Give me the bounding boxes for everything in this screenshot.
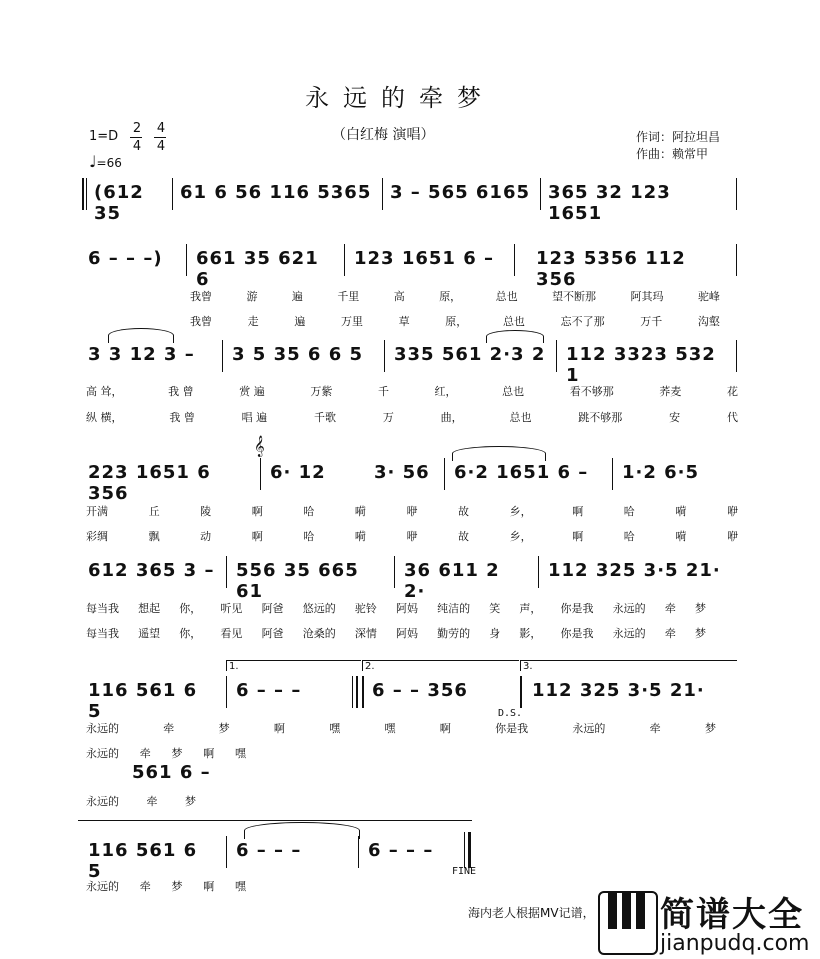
lyric-syllable: 乡， bbox=[509, 505, 532, 518]
lyric-syllable: 动 bbox=[200, 530, 212, 543]
repeat-start-thin-barline bbox=[86, 178, 87, 210]
quarter-note-icon: ♩ bbox=[89, 152, 97, 171]
lyric-syllable: 啊 bbox=[203, 747, 215, 760]
lyric-syllable: 咿 bbox=[406, 530, 418, 543]
lyric-syllable: 永远的 bbox=[612, 627, 646, 640]
measure-notes: 3 3 12 3 – bbox=[88, 344, 195, 365]
barline bbox=[222, 340, 223, 372]
lyric-syllable: 我 曾 bbox=[168, 385, 194, 398]
measure bbox=[348, 248, 508, 282]
measure-notes: 612 365 3 – bbox=[88, 560, 215, 581]
lyric-syllable: 千里 bbox=[337, 290, 360, 303]
measure-notes: 556 35 665 61 bbox=[236, 560, 359, 602]
time-signature-line-a bbox=[130, 137, 142, 138]
singer-credit: （白红梅 演唱） bbox=[332, 127, 435, 143]
measure-notes: 116 561 6 5 bbox=[88, 680, 198, 722]
lyric-syllable: 丘 bbox=[148, 505, 160, 518]
volta-1: 1. bbox=[226, 660, 361, 671]
lyric-syllable: 嗬 bbox=[354, 505, 366, 518]
lyric-syllable: 总也 bbox=[495, 290, 518, 303]
measure bbox=[230, 680, 346, 714]
measure bbox=[616, 462, 732, 496]
measure-notes: 112 3323 532 1 bbox=[566, 344, 716, 386]
lyric-syllable: 梦 bbox=[171, 747, 183, 760]
barline bbox=[394, 556, 395, 588]
measure bbox=[264, 462, 354, 496]
measure bbox=[448, 462, 604, 496]
lyric-syllable: 开满 bbox=[86, 505, 108, 518]
lyric-syllable: 永远的 bbox=[86, 880, 119, 893]
lyric-syllable: 深情 bbox=[354, 627, 377, 640]
final-thick-barline bbox=[468, 832, 471, 868]
lyric-syllable: 牵 bbox=[649, 722, 661, 735]
measure bbox=[384, 182, 536, 216]
lyric-syllable: 千 bbox=[377, 385, 389, 398]
volta-2: 2. bbox=[362, 660, 519, 671]
lyric-line-verse-2 bbox=[86, 528, 738, 544]
barline bbox=[226, 676, 227, 708]
lyric-syllable: 牵 bbox=[664, 602, 676, 615]
lyric-syllable: 跳不够那 bbox=[578, 411, 623, 424]
lyric-syllable: 遥望 bbox=[138, 627, 161, 640]
lyric-line-verse-1 bbox=[86, 878, 246, 894]
measure bbox=[82, 344, 212, 378]
lyric-syllable: 咿 bbox=[406, 505, 418, 518]
lyric-syllable: 啊 bbox=[273, 722, 285, 735]
lyric-syllable: 望不断那 bbox=[552, 290, 597, 303]
slur bbox=[108, 328, 174, 343]
lyric-syllable: 我曾 bbox=[190, 315, 212, 328]
lyric-syllable: 嘿 bbox=[329, 722, 341, 735]
barline bbox=[260, 458, 261, 490]
measure-notes: 661 35 621 6 bbox=[196, 248, 319, 290]
measure-notes: 1·2 6·5 bbox=[622, 462, 700, 483]
measure bbox=[230, 840, 354, 874]
time-signature-denominator-b: 4 bbox=[156, 139, 166, 154]
lyric-syllable: 梦 bbox=[694, 627, 706, 640]
lyric-syllable: 啊 bbox=[251, 505, 263, 518]
measure bbox=[82, 680, 222, 722]
measure bbox=[88, 182, 170, 224]
repeat-start-barline bbox=[82, 178, 84, 210]
lyric-syllable: 飘 bbox=[148, 530, 160, 543]
lyric-syllable: 影， bbox=[519, 627, 542, 640]
lyric-syllable: 每当我 bbox=[86, 627, 119, 640]
measure bbox=[230, 560, 390, 602]
lyric-syllable: 纵 横， bbox=[86, 411, 123, 424]
lyric-line-verse-2 bbox=[86, 745, 246, 761]
slur bbox=[486, 330, 544, 343]
lyric-syllable: 嘿 bbox=[235, 747, 246, 760]
lyric-line-verse-2 bbox=[86, 409, 738, 425]
measure bbox=[368, 462, 440, 496]
lyric-syllable: 总也 bbox=[502, 385, 525, 398]
volta-3: 3. bbox=[520, 660, 737, 671]
measure-notes: 6 – – –) bbox=[88, 248, 163, 269]
lyric-syllable: 纯洁的 bbox=[437, 602, 471, 615]
lyric-syllable: 安 bbox=[669, 411, 681, 424]
lyric-line-verse-2 bbox=[86, 625, 706, 641]
lyric-syllable: 永远的 bbox=[612, 602, 646, 615]
tie bbox=[244, 822, 360, 839]
measure-notes: 6 – – 356 bbox=[372, 680, 468, 701]
lyric-syllable: 牵 bbox=[163, 722, 175, 735]
measure-notes: 123 1651 6 – bbox=[354, 248, 494, 269]
lyric-syllable: 哈 bbox=[303, 530, 315, 543]
measure-notes: 335 561 2·3 2 bbox=[394, 344, 546, 365]
lyric-syllable: 牵 bbox=[146, 795, 158, 808]
lyric-syllable: 啊 bbox=[439, 722, 451, 735]
measure-notes: 223 1651 6 356 bbox=[88, 462, 211, 504]
measure bbox=[190, 248, 340, 290]
lyric-syllable: 花 bbox=[726, 385, 738, 398]
lyric-syllable: 你是我 bbox=[560, 627, 594, 640]
lyric-syllable: 万千 bbox=[640, 315, 663, 328]
slur bbox=[452, 446, 546, 461]
measure bbox=[226, 344, 380, 378]
lyric-syllable: 牵 bbox=[139, 747, 151, 760]
logo-text: 简谱大全 bbox=[660, 895, 804, 935]
lyric-syllable: 梦 bbox=[185, 795, 196, 808]
lyric-syllable: 高 耸， bbox=[86, 385, 123, 398]
lyric-line-verse-2 bbox=[190, 313, 720, 329]
lyric-syllable: 听见 bbox=[220, 602, 243, 615]
lyric-syllable: 永远的 bbox=[86, 722, 119, 735]
lyric-syllable: 沟壑 bbox=[697, 315, 720, 328]
lyric-syllable: 高 bbox=[393, 290, 405, 303]
lyric-syllable: 啊 bbox=[572, 530, 584, 543]
measure bbox=[174, 182, 380, 216]
measure bbox=[542, 182, 732, 224]
lyric-syllable: 彩绸 bbox=[86, 530, 108, 543]
repeat-end-barline bbox=[352, 676, 353, 708]
measure-notes: 6 – – – bbox=[236, 840, 302, 861]
lyric-syllable: 你， bbox=[179, 627, 202, 640]
lyric-syllable: 故 bbox=[458, 530, 470, 543]
lyric-syllable: 声， bbox=[519, 602, 542, 615]
lyric-syllable: 嗬 bbox=[675, 505, 687, 518]
lyric-syllable: 啊 bbox=[572, 505, 584, 518]
lyric-syllable: 悠远的 bbox=[302, 602, 336, 615]
lyric-syllable: 勤劳的 bbox=[437, 627, 471, 640]
lyric-syllable: 曲， bbox=[440, 411, 463, 424]
lyric-syllable: 永远的 bbox=[86, 795, 119, 808]
lyric-line-verse-1 bbox=[86, 720, 716, 736]
lyric-syllable: 游 bbox=[246, 290, 258, 303]
measure bbox=[398, 560, 534, 602]
barline bbox=[444, 458, 445, 490]
lyric-syllable: 梦 bbox=[171, 880, 183, 893]
lyric-syllable: 我曾 bbox=[190, 290, 212, 303]
measure bbox=[82, 248, 182, 282]
measure-notes: 3 5 35 6 6 5 bbox=[232, 344, 364, 365]
lyric-syllable: 每当我 bbox=[86, 602, 119, 615]
measure bbox=[366, 680, 516, 714]
lyric-syllable: 唱 遍 bbox=[241, 411, 268, 424]
lyricist-credit: 作词：阿拉坦昌 bbox=[636, 130, 721, 144]
lyric-syllable: 驼峰 bbox=[697, 290, 720, 303]
measure-notes: 3 – 565 6165 bbox=[390, 182, 530, 203]
tempo-value: =66 bbox=[96, 156, 122, 170]
dal-segno-marking: D.S. bbox=[498, 708, 523, 719]
lyric-syllable: 哈 bbox=[623, 530, 635, 543]
measure bbox=[362, 840, 462, 874]
lyric-syllable: 驼铃 bbox=[354, 602, 377, 615]
measure-notes: 365 32 123 1651 bbox=[548, 182, 671, 224]
measure-notes: 6·2 1651 6 – bbox=[454, 462, 589, 483]
measure bbox=[82, 840, 222, 882]
lyric-syllable: 乡， bbox=[509, 530, 532, 543]
time-signature-numerator-a: 2 bbox=[132, 121, 142, 136]
barline bbox=[612, 458, 613, 490]
lyric-line-verse-1 bbox=[86, 600, 706, 616]
lyric-syllable: 总也 bbox=[502, 315, 525, 328]
lyric-syllable: 看见 bbox=[220, 627, 243, 640]
final-thin-barline bbox=[464, 832, 465, 868]
lyric-line-verse-1 bbox=[86, 383, 738, 399]
staff-divider bbox=[78, 820, 472, 821]
repeat-end-thick-barline bbox=[356, 676, 358, 708]
barline bbox=[362, 676, 364, 708]
barline bbox=[514, 244, 515, 276]
lyric-syllable: 看不够那 bbox=[569, 385, 614, 398]
lyric-syllable: 总也 bbox=[509, 411, 532, 424]
measure-notes: 6· 12 bbox=[270, 462, 326, 483]
measure-notes: 561 6 – bbox=[132, 762, 211, 783]
measure-notes: 61 6 56 116 5365 bbox=[180, 182, 372, 203]
lyric-syllable: 千歌 bbox=[313, 411, 336, 424]
lyric-syllable: 故 bbox=[458, 505, 470, 518]
lyric-syllable: 想起 bbox=[138, 602, 161, 615]
lyric-syllable: 哈 bbox=[623, 505, 635, 518]
lyric-syllable: 永远的 bbox=[86, 747, 119, 760]
lyric-syllable: 原， bbox=[445, 315, 468, 328]
lyric-syllable: 啊 bbox=[251, 530, 263, 543]
barline bbox=[226, 556, 227, 588]
barline bbox=[540, 178, 541, 210]
measure-notes: (612 35 bbox=[94, 182, 144, 224]
logo-url: jianpudq.com bbox=[660, 931, 810, 956]
lyric-syllable: 陵 bbox=[200, 505, 212, 518]
lyric-syllable: 遍 bbox=[294, 315, 306, 328]
measure-notes: 112 325 3·5 21· bbox=[532, 680, 705, 701]
barline bbox=[736, 178, 737, 210]
time-signature-denominator-a: 4 bbox=[132, 139, 142, 154]
lyric-syllable: 你是我 bbox=[495, 722, 529, 735]
barline bbox=[736, 244, 737, 276]
lyric-syllable: 万紫 bbox=[310, 385, 333, 398]
lyric-syllable: 阿爸 bbox=[261, 627, 284, 640]
lyric-syllable: 身 bbox=[489, 627, 501, 640]
measure-notes: 36 611 2 2· bbox=[404, 560, 500, 602]
barline bbox=[358, 836, 359, 868]
lyric-syllable: 牵 bbox=[139, 880, 151, 893]
lyric-syllable: 嗬 bbox=[675, 530, 687, 543]
lyric-syllable: 万里 bbox=[340, 315, 363, 328]
measure bbox=[82, 560, 222, 594]
lyric-syllable: 阿妈 bbox=[395, 602, 418, 615]
lyric-syllable: 忘不了那 bbox=[560, 315, 605, 328]
lyric-syllable: 梦 bbox=[218, 722, 230, 735]
lyric-syllable: 咿 bbox=[726, 505, 738, 518]
barline bbox=[382, 178, 383, 210]
lyric-syllable: 荞麦 bbox=[659, 385, 682, 398]
measure bbox=[560, 344, 732, 386]
lyric-syllable: 啊 bbox=[203, 880, 215, 893]
lyric-syllable: 万 bbox=[382, 411, 394, 424]
lyric-syllable: 沧桑的 bbox=[302, 627, 336, 640]
lyric-syllable: 遍 bbox=[291, 290, 303, 303]
barline bbox=[172, 178, 173, 210]
lyric-syllable: 嘿 bbox=[235, 880, 246, 893]
fine-marking: FINE bbox=[452, 866, 477, 877]
measure-notes: 112 325 3·5 21· bbox=[548, 560, 721, 581]
barline bbox=[186, 244, 187, 276]
barline bbox=[226, 836, 227, 868]
transcriber-note: 海内老人根据MV记谱， bbox=[468, 906, 595, 920]
lyric-syllable: 你是我 bbox=[560, 602, 594, 615]
lyric-syllable: 你， bbox=[179, 602, 202, 615]
lyric-syllable: 我 曾 bbox=[169, 411, 195, 424]
lyric-syllable: 赏 遍 bbox=[239, 385, 265, 398]
lyric-syllable: 嘿 bbox=[384, 722, 396, 735]
lyric-syllable: 哈 bbox=[303, 505, 315, 518]
lyric-syllable: 嗬 bbox=[354, 530, 366, 543]
lyric-syllable: 草 bbox=[398, 315, 410, 328]
measure-notes: 123 5356 112 356 bbox=[536, 248, 686, 290]
measure-notes: 6 – – – bbox=[236, 680, 302, 701]
measure-notes: 6 – – – bbox=[368, 840, 434, 861]
tempo-marking bbox=[89, 152, 122, 171]
time-signature-numerator-b: 4 bbox=[156, 121, 166, 136]
key-signature: 1=D bbox=[89, 129, 119, 144]
lyric-line-verse-1 bbox=[86, 793, 196, 809]
lyric-syllable: 梦 bbox=[704, 722, 716, 735]
measure bbox=[530, 248, 730, 290]
lyric-syllable: 代 bbox=[726, 411, 738, 424]
measure bbox=[388, 344, 554, 378]
lyric-syllable: 阿其玛 bbox=[630, 290, 664, 303]
song-title: 永远的牵梦 bbox=[305, 84, 495, 112]
time-signature-line-b bbox=[154, 137, 166, 138]
measure-notes: 116 561 6 5 bbox=[88, 840, 198, 882]
lyric-syllable: 阿爸 bbox=[261, 602, 284, 615]
lyric-syllable: 笑 bbox=[489, 602, 501, 615]
barline bbox=[344, 244, 345, 276]
lyric-syllable: 牵 bbox=[664, 627, 676, 640]
lyric-syllable: 咿 bbox=[726, 530, 738, 543]
lyric-syllable: 原， bbox=[439, 290, 462, 303]
site-logo[interactable] bbox=[598, 887, 818, 957]
lyric-line-verse-1 bbox=[86, 503, 738, 519]
piano-keys-icon bbox=[598, 891, 658, 955]
measure bbox=[542, 560, 732, 594]
measure bbox=[126, 762, 222, 796]
lyric-syllable: 阿妈 bbox=[395, 627, 418, 640]
measure-notes: 3· 56 bbox=[374, 462, 430, 483]
segno-icon: 𝄞 bbox=[254, 436, 265, 457]
composer-credit: 作曲：赖常甲 bbox=[636, 147, 709, 161]
lyric-syllable: 红， bbox=[434, 385, 457, 398]
barline bbox=[736, 340, 737, 372]
barline bbox=[520, 676, 522, 708]
measure bbox=[82, 462, 256, 504]
measure bbox=[526, 680, 732, 714]
barline bbox=[538, 556, 539, 588]
barline bbox=[556, 340, 557, 372]
barline bbox=[384, 340, 385, 372]
lyric-syllable: 走 bbox=[247, 315, 259, 328]
lyric-syllable: 梦 bbox=[694, 602, 706, 615]
lyric-line-verse-1 bbox=[190, 288, 720, 304]
lyric-syllable: 永远的 bbox=[572, 722, 606, 735]
